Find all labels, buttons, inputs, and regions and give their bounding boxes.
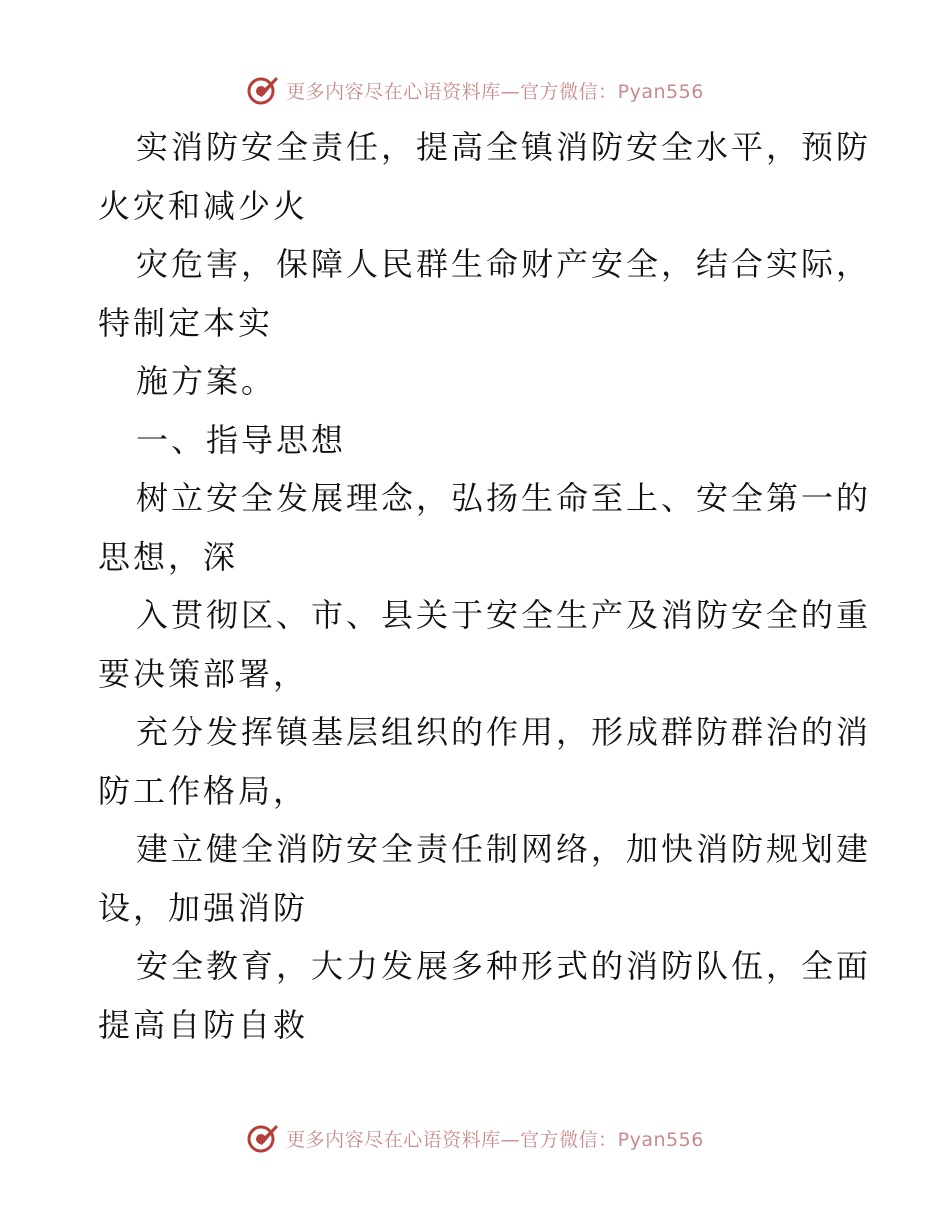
body-line: 思想，深 xyxy=(98,537,239,576)
body-line: 提高自防自救 xyxy=(98,1005,309,1044)
watermark-text: 更多内容尽在心语资料库—官方微信：Pyan556 xyxy=(286,80,704,103)
body-line: 树立安全发展理念，弘扬生命至上、安全第一的 xyxy=(136,479,872,517)
body-line: 充分发挥镇基层组织的作用，形成群防群治的消 xyxy=(136,713,872,751)
quill-logo-icon xyxy=(246,73,280,107)
watermark-text: 更多内容尽在心语资料库—官方微信：Pyan556 xyxy=(286,1128,704,1151)
quill-logo-icon xyxy=(246,1121,280,1155)
body-line: 特制定本实 xyxy=(98,303,274,342)
body-line: 安全教育，大力发展多种形式的消防队伍，全面 xyxy=(136,947,872,985)
body-line: 防工作格局， xyxy=(98,771,309,810)
body-line: 入贯彻区、市、县关于安全生产及消防安全的重 xyxy=(136,596,872,634)
body-line: 火灾和减少火 xyxy=(98,186,309,225)
body-line: 实消防安全责任，提高全镇消防安全水平，预防 xyxy=(136,128,872,166)
header-watermark xyxy=(0,70,950,110)
document-body xyxy=(98,118,872,1054)
body-line: 设，加强消防 xyxy=(98,888,309,927)
body-line: 灾危害，保障人民群生命财产安全，结合实际， xyxy=(136,245,872,283)
footer-watermark xyxy=(0,1118,950,1158)
body-line: 要决策部署， xyxy=(98,654,309,693)
body-line: 建立健全消防安全责任制网络，加快消防规划建 xyxy=(136,830,872,868)
body-line: 施方案。 xyxy=(136,362,277,400)
section-heading: 一、指导思想 xyxy=(136,420,347,459)
